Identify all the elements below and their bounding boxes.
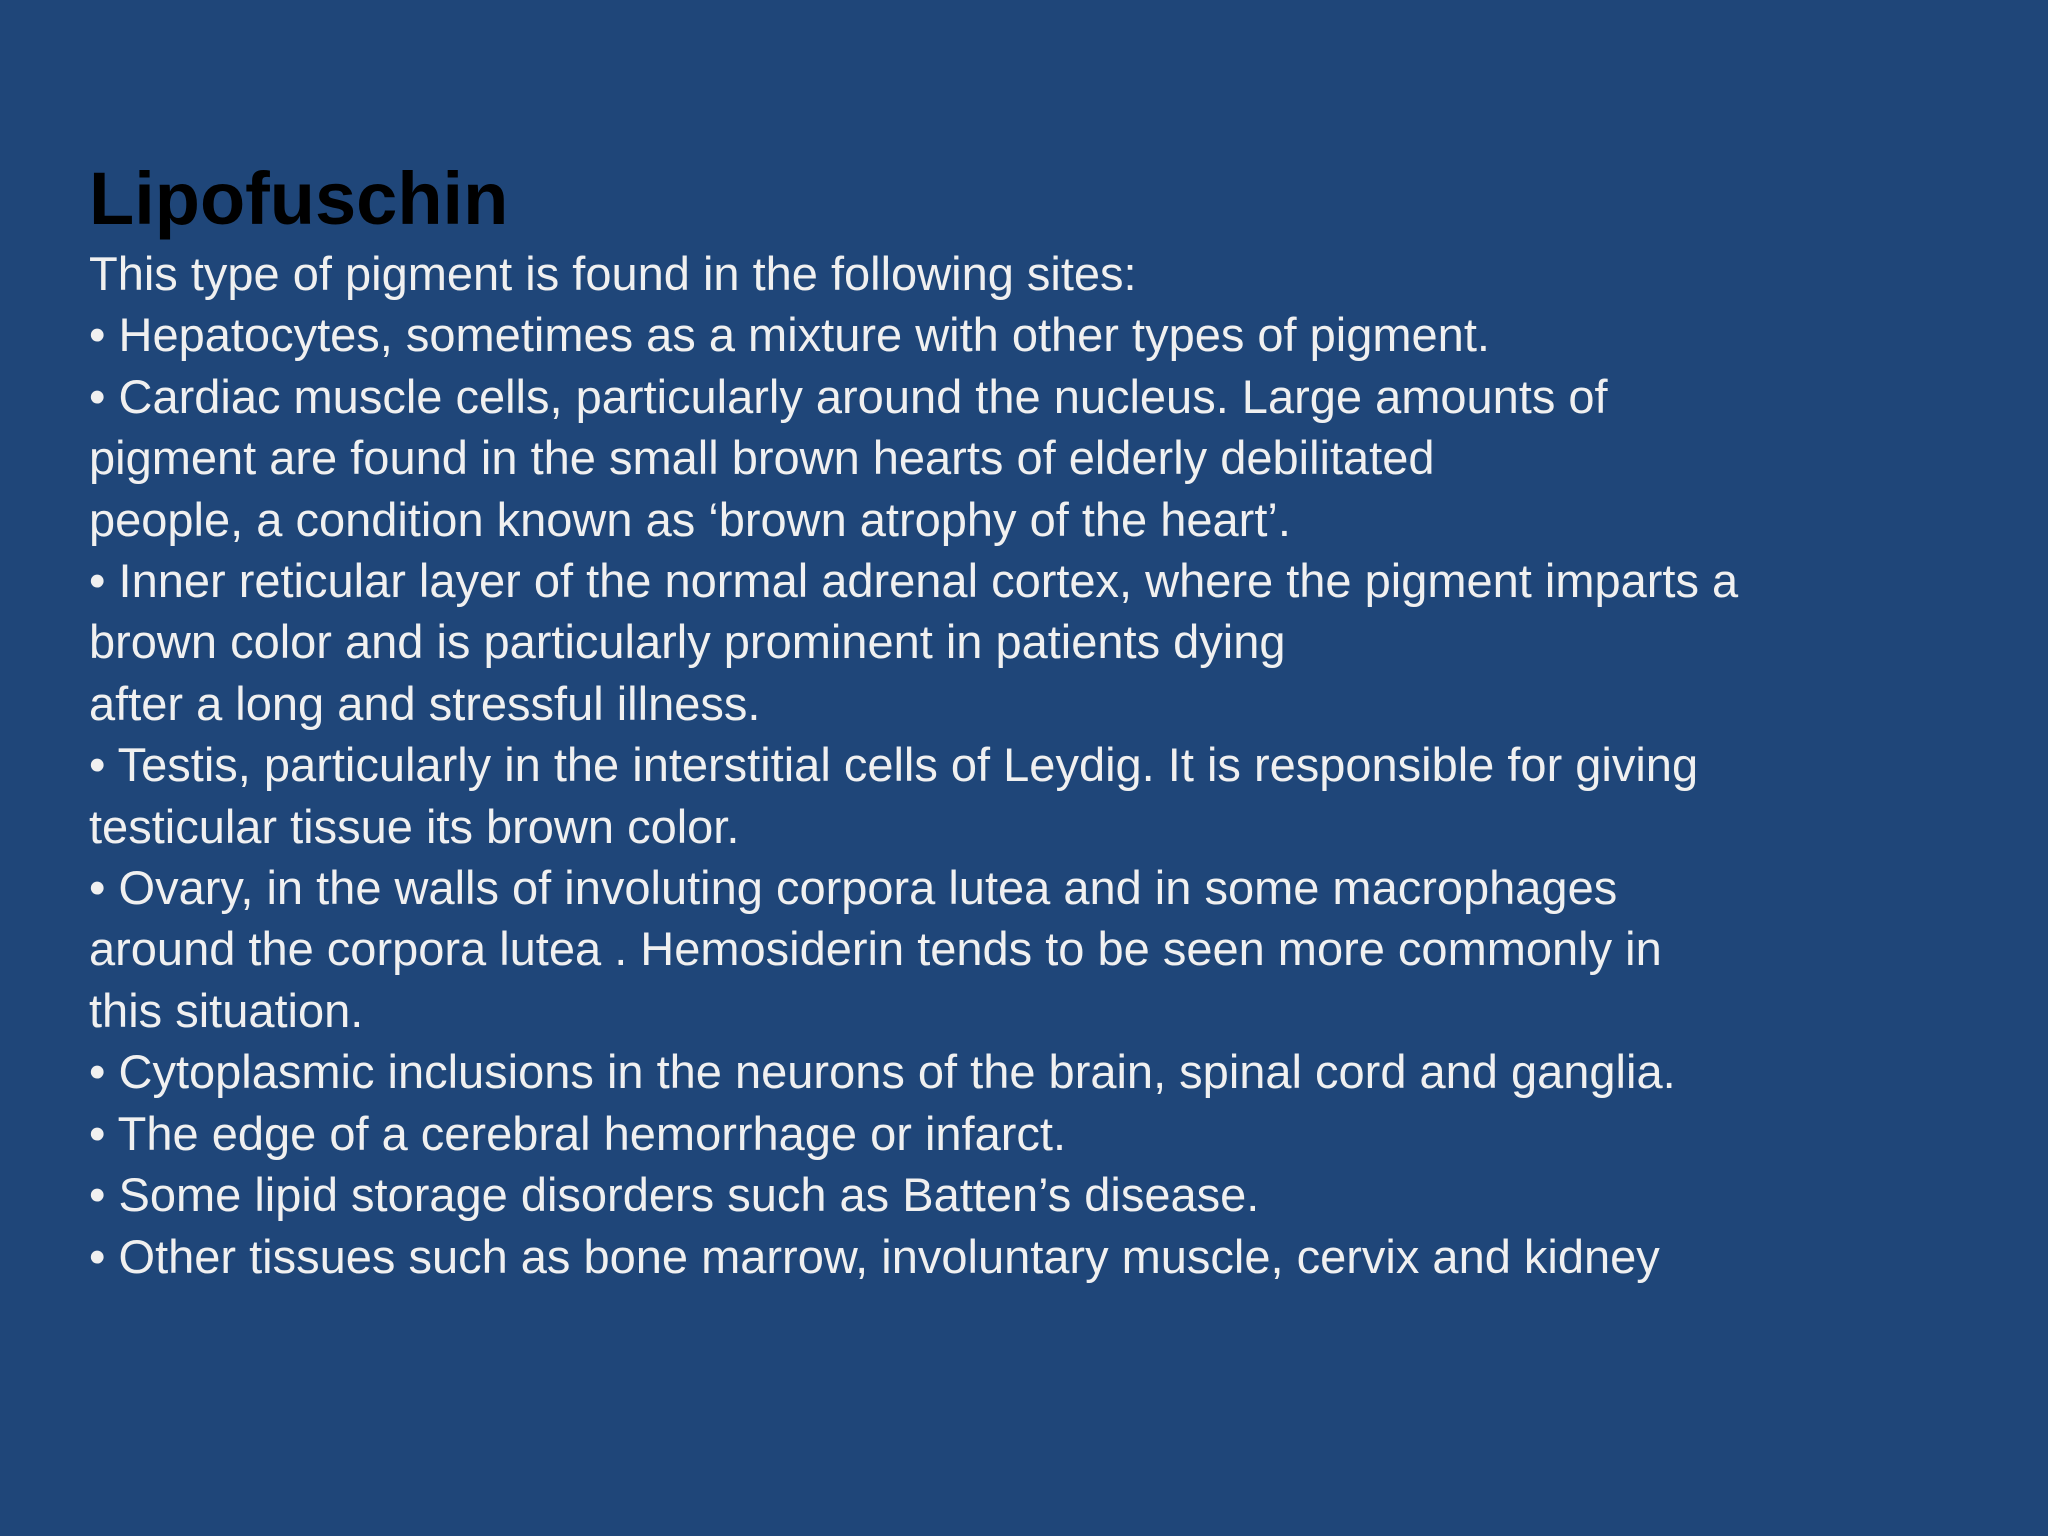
body-line-adrenal: • Inner reticular layer of the normal adrenal cortex, where the pigment imparts a [89, 554, 1739, 608]
body-line-ovary: • Ovary, in the walls of involuting corpora lutea and in some macrophages [89, 861, 1618, 915]
body-line-lipid-storage: • Some lipid storage disorders such as Batten’s disease. [89, 1168, 1260, 1222]
body-line-other-tissues: • Other tissues such as bone marrow, involuntary muscle, cervix and kidney [89, 1229, 1660, 1283]
body-line-hepatocytes: • Hepatocytes, sometimes as a mixture with other types of pigment. [89, 308, 1490, 362]
slide-body [89, 243, 2009, 1287]
slide-content [89, 155, 2009, 1287]
body-line-cerebral: • The edge of a cerebral hemorrhage or infarct. [89, 1106, 1067, 1160]
body-line-testis: • Testis, particularly in the interstitial cells of Leydig. It is responsible for giving [89, 738, 1699, 792]
body-line-adrenal-cont-2: after a long and stressful illness. [89, 676, 761, 730]
body-line-neurons: • Cytoplasmic inclusions in the neurons of the brain, spinal cord and ganglia. [89, 1045, 1676, 1099]
body-line-ovary-cont-1: around the corpora lutea . Hemosiderin tends to be seen more commonly in [89, 922, 1662, 976]
slide-title: Lipofuschin [89, 157, 509, 240]
body-line-cardiac: • Cardiac muscle cells, particularly around the nucleus. Large amounts of [89, 369, 1608, 423]
body-line-intro: This type of pigment is found in the following sites: [89, 247, 1137, 300]
body-line-cardiac-cont-1: pigment are found in the small brown hearts of elderly debilitated [89, 431, 1435, 485]
body-line-ovary-cont-2: this situation. [89, 983, 364, 1037]
body-line-testis-cont: testicular tissue its brown color. [89, 799, 740, 853]
body-line-cardiac-cont-2: people, a condition known as ‘brown atrophy of the heart’. [89, 492, 1291, 546]
body-line-adrenal-cont-1: brown color and is particularly prominent in patients dying [89, 615, 1286, 669]
